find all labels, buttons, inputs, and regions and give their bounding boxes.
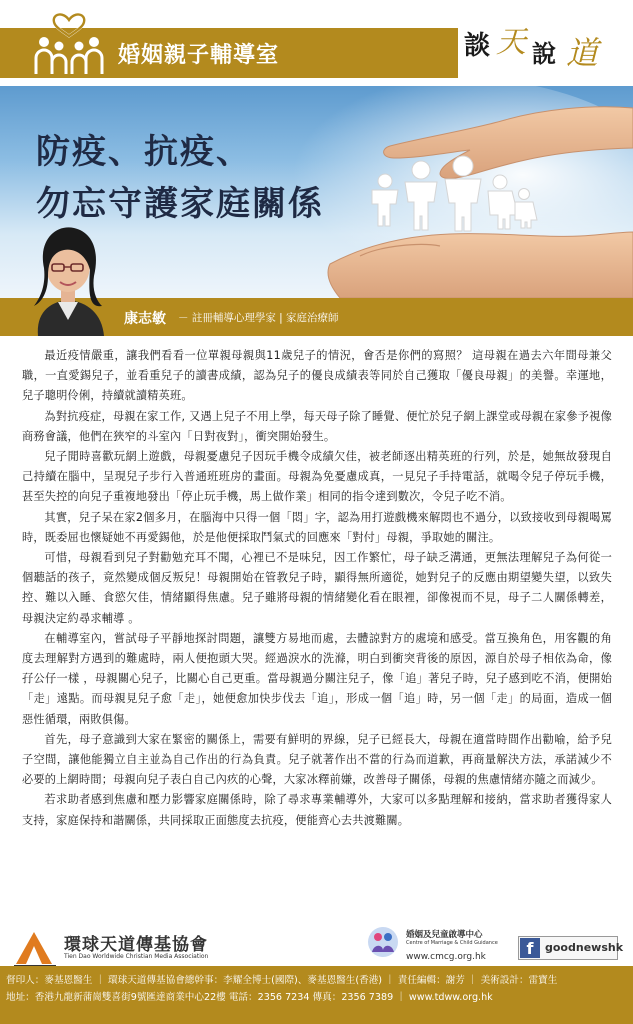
facebook-icon: f bbox=[520, 938, 540, 958]
author-name: 康志敏 bbox=[124, 311, 166, 327]
hero-title-line2: 勿忘守護家庭關係 bbox=[36, 184, 324, 224]
author-title: － 註冊輔導心理學家 | 家庭治療師 bbox=[178, 312, 339, 324]
article-paragraph: 兒子閒時喜歡玩網上遊戲，母親憂慮兒子因玩手機令成績欠佳，被老師逐出精英班的行列，於是，她無故發現自己持續在腦中，呈現兒子步行入普通班班房的畫面。母親為免憂慮成真，一見兒子手持電話，就喝令兒子停玩手機，甚至失控的向兒子重複地發出「停止玩手機，馬上做作業」相同的指令達到數次，令兒子吃不消。 bbox=[22, 450, 612, 504]
article-paragraph: 在輔導室內，嘗試母子平靜地探討問題，讓雙方易地而處，去體諒對方的處境和感受。當互換角色，用客觀的角度去理解對方遇到的難處時，兩人便抱頭大哭。經過淚水的洗滌，明白到衝突背後的原因，源自於母子相依為命，像孖公仔一樣 ，母親關心兒子，比關心自己更重。當母親過分關注兒子，像「追」著兒子時，兒子感到吃不消，便開始「走」遠點。而母親見兒子愈「走」，她便愈加快步伐去「追」，形成一個「追」時，另一個「走」的局面，造成一個惡性循環，兩敗俱傷。 bbox=[22, 631, 612, 726]
facebook-page-name: goodnewshk bbox=[545, 941, 624, 954]
article-paragraph: 其實，兒子呆在家2個多月，在腦海中只得一個「悶」字，認為用打遊戲機來解悶也不過分，以致接收到母親喝罵時，既委屈也懷疑她不再愛錫他，於是他便採取鬥氣式的回應來「對付」母親，爭取她的關注。 bbox=[22, 510, 612, 544]
hero-title-line1: 防疫、抗疫、 bbox=[36, 132, 252, 172]
footer bbox=[0, 966, 633, 1024]
tdww-logo-icon bbox=[12, 928, 58, 968]
article-paragraph: 首先，母子意識到大家在緊密的關係上，需要有鮮明的界線，兒子已經長大，母親在適當時間作出勸喻，給予兒子空間，讓他能獨立自主並為自己作出的行為負責。兒子就著作出不當的行為而道歉，再商量解決方法，承諾減少不必要的上網時間；母親向兒子表白自己內疚的心聲，大家冰釋前嫌，改善母子關係，母親的焦慮情緒亦隨之而減少。 bbox=[22, 732, 612, 787]
tdww-english-name: Tien Dao Worldwide Christian Media Association bbox=[64, 953, 209, 960]
tdww-name: 環球天道傳基協會 bbox=[64, 935, 208, 955]
family-heart-logo bbox=[30, 6, 108, 76]
facebook-link[interactable] bbox=[518, 936, 624, 960]
cmcg-logo-icon bbox=[366, 926, 400, 958]
tdww-logo-block[interactable] bbox=[12, 928, 242, 968]
talk-logo-char-3: 說 bbox=[532, 39, 556, 68]
author-portrait bbox=[8, 210, 128, 336]
article-paragraph: 若求助者感到焦慮和壓力影響家庭關係時，除了尋求專業輔導外，大家可以多點理解和接納，當求助者獲得家人支持，家庭保持和諧關係，共同採取正面態度去抗疫，便能齊心去共渡難關。 bbox=[22, 793, 612, 827]
footer-credits: 督印人：麥基恩醫生 ｜ 環球天道傳基協會總幹事：李耀全博士(國際)、麥基恩醫生(香港) ｜ 責任編輯：謝芳 ｜ 美術設計：雷寶生 bbox=[6, 975, 558, 986]
talk-logo-char-1: 談 bbox=[464, 31, 491, 61]
article-paragraph: 可惜，母親看到兒子對勸勉充耳不聞，心裡已不是味兒，因工作繁忙，母子缺乏溝通，更無法理解兒子為何從一個聽話的孩子，竟然變成個反叛兒！母親開始在管教兒子時，顯得無所適從，她對兒子的反應由期望變失望，以致失控、難以入睡、食慾欠佳，情緒顯得焦慮。兒子雖將母親的情緒變化看在眼裡，卻像視而不見，母子二人關係轉差，母親決定約尋求輔導 。 bbox=[22, 551, 612, 625]
cmcg-name: 婚姻及兒童啟導中心 bbox=[406, 930, 483, 940]
column-title: 婚姻親子輔導室 bbox=[118, 43, 280, 68]
talk-logo bbox=[462, 18, 612, 76]
article-paragraph: 為對抗疫症，母親在家工作, 又遇上兒子不用上學，每天母子除了睡覺、便忙於兒子網上課堂或母親在家參予視像商務會議，他們在狹窄的斗室內「日對夜對」，衝突開始發生。 bbox=[22, 409, 612, 443]
cmcg-logo-block[interactable] bbox=[366, 926, 516, 970]
organizations-strip bbox=[0, 922, 633, 966]
cmcg-english-name: Centre of Marriage & Child Guidance bbox=[406, 940, 498, 946]
article-body bbox=[22, 346, 612, 831]
article-paragraph: 最近疫情嚴重，讓我們看看一位單親母親與11歲兒子的情況，會否是你們的寫照？ 這母親在過去六年間母兼父職，一直愛錫兒子，並看重兒子的讀書成績，認為兒子的優良成績表等同於自己獲取「優良母親」的美譽。幸運地，兒子聰明伶俐，持續就讀精英班。 bbox=[22, 349, 612, 403]
header bbox=[0, 0, 633, 86]
footer-address: 地址：香港九龍新蒲崗雙喜街9號匯達商業中心22樓 電話：2356 7234 傳真：2356 7389 ｜ www.tdww.org.hk bbox=[6, 992, 493, 1003]
talk-logo-char-2: 天 bbox=[496, 25, 526, 60]
talk-logo-char-4: 道 bbox=[566, 34, 599, 72]
cmcg-website-link[interactable]: www.cmcg.org.hk bbox=[406, 952, 486, 962]
